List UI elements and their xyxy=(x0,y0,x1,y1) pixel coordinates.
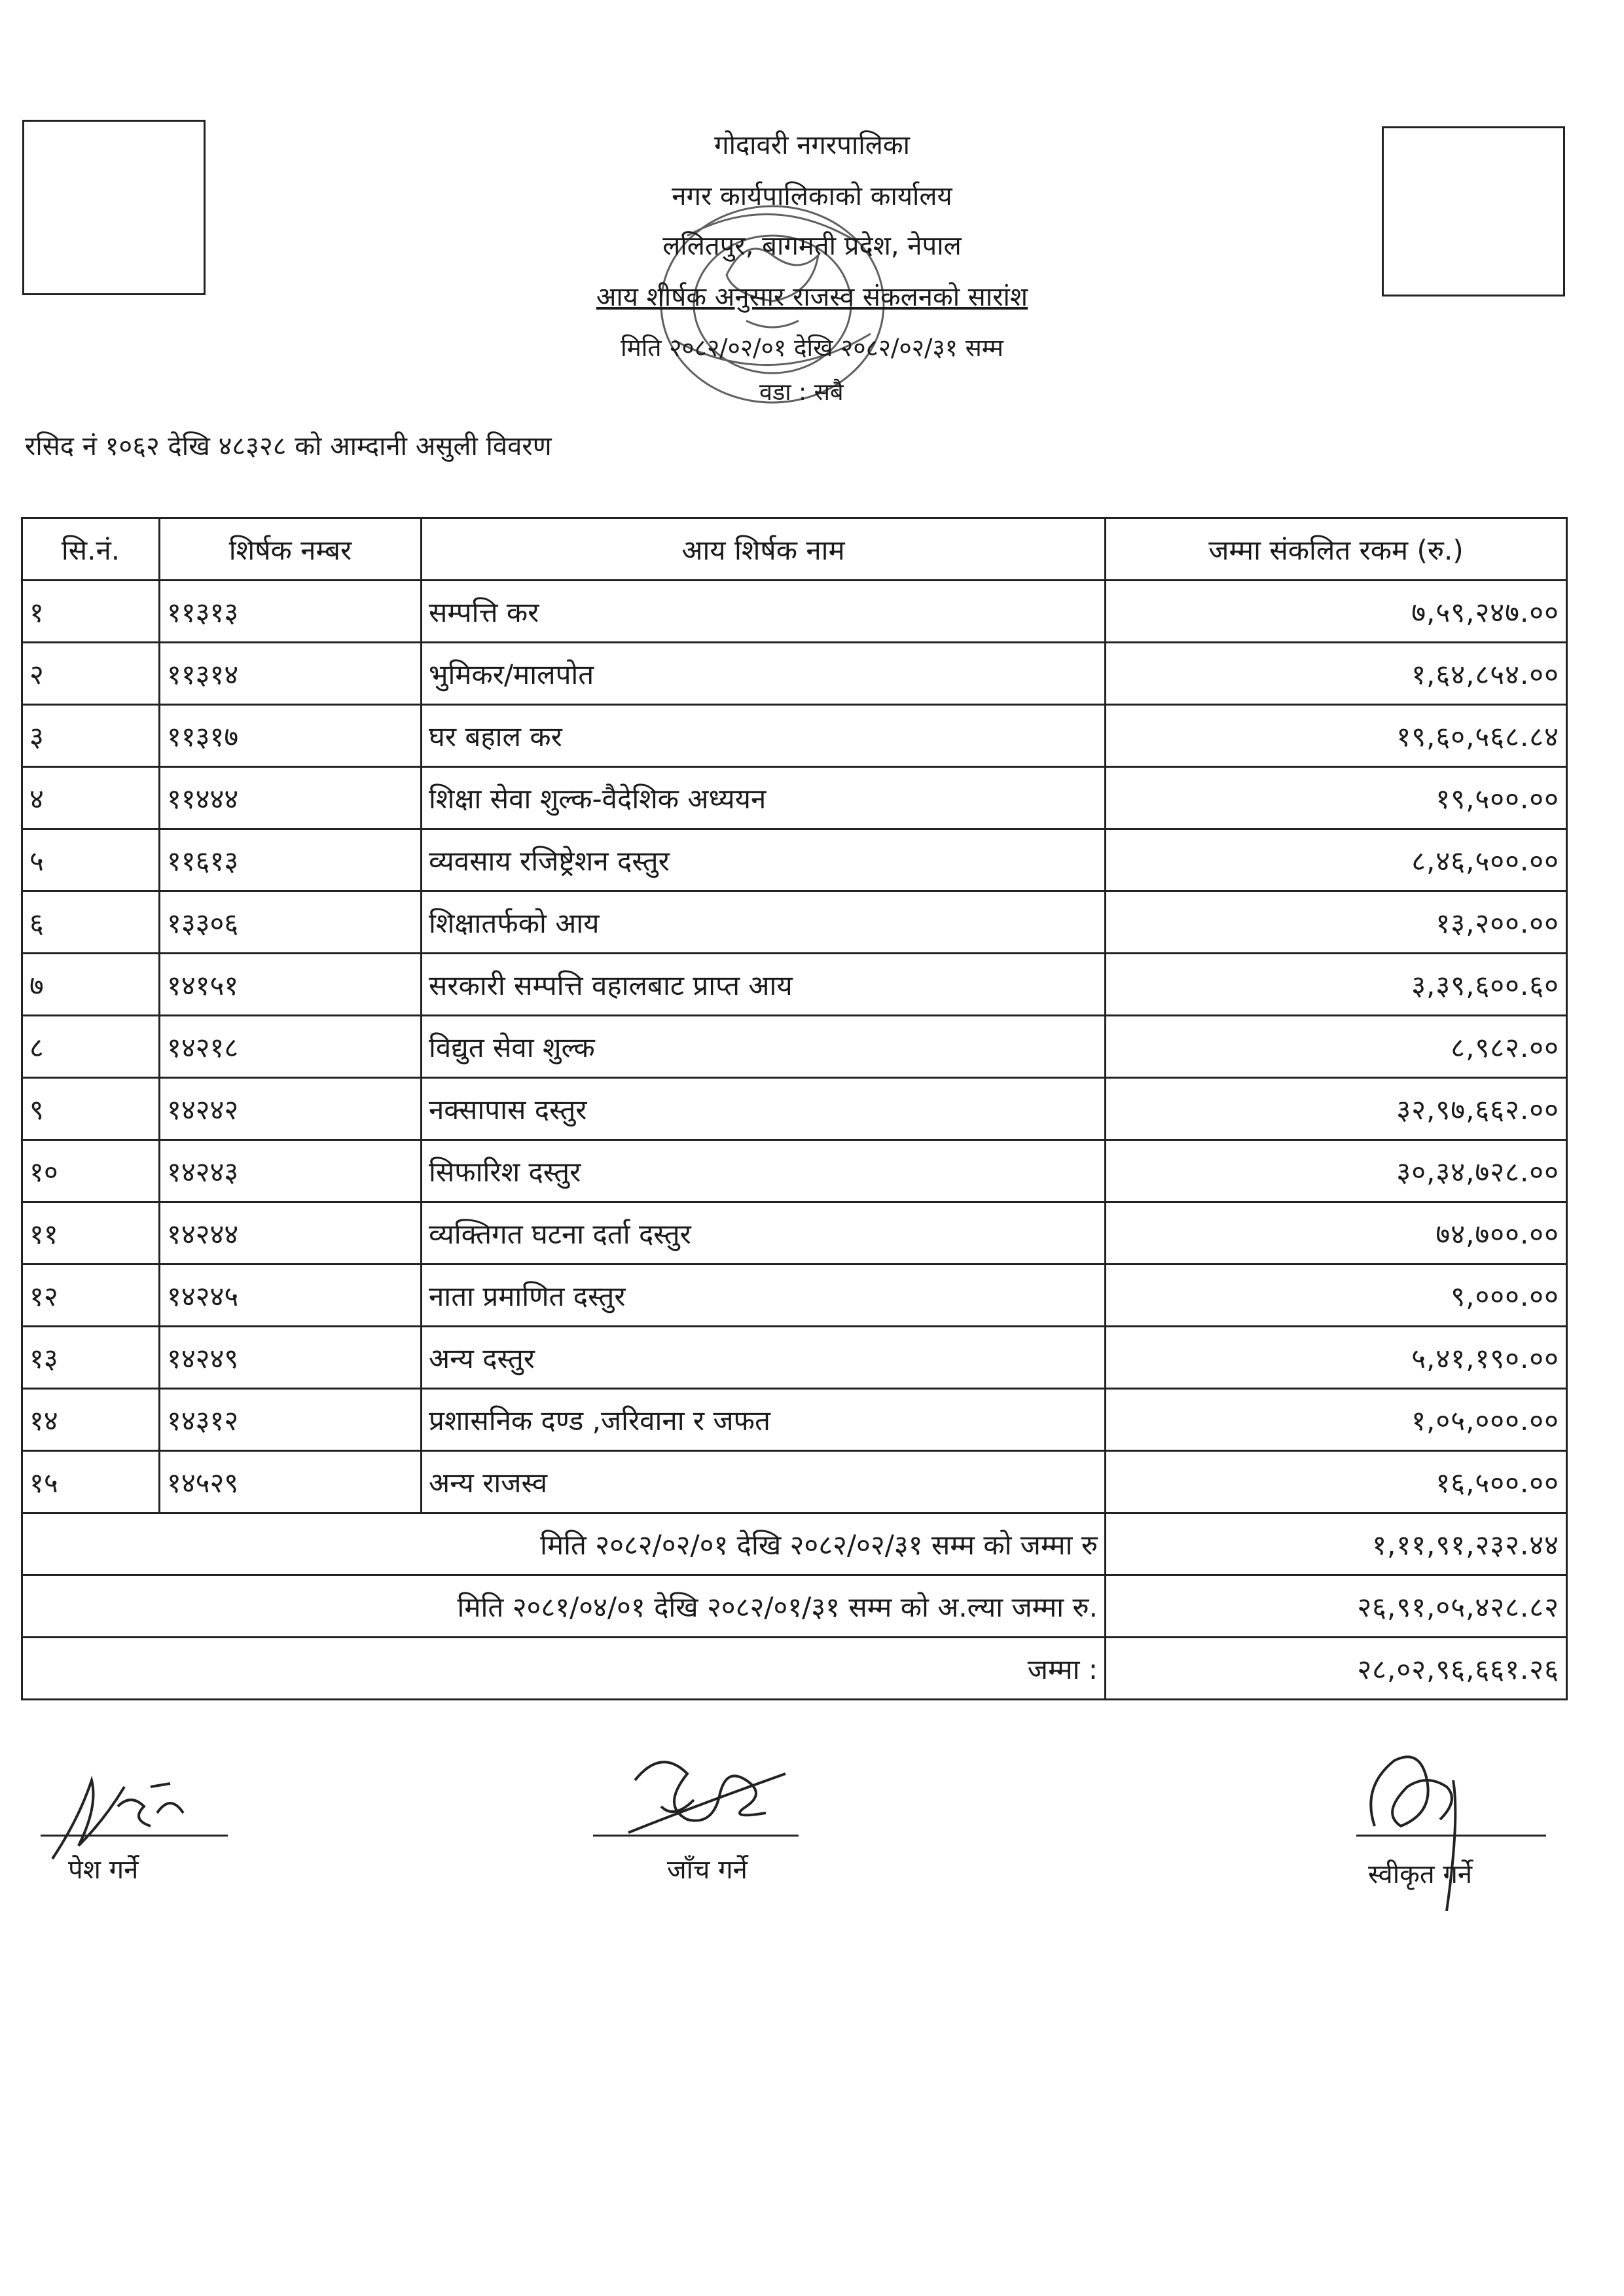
cell-name: भुमिकर/मालपोत xyxy=(422,643,1106,705)
address: ललितपुर, बागमती प्रदेश, नेपाल xyxy=(662,231,962,261)
receipt-range: रसिद नं १०६२ देखि ४८३२८ को आम्दानी असुली विवरण xyxy=(25,431,552,461)
cell-sn: २ xyxy=(22,643,160,705)
cell-amount: १३,२००.०० xyxy=(1106,891,1567,954)
cell-amount: ७४,७००.०० xyxy=(1106,1202,1567,1265)
photo-box-right xyxy=(1382,126,1565,296)
cell-code: १४५२९ xyxy=(160,1451,422,1513)
cell-sn: ११ xyxy=(22,1202,160,1265)
cell-code: ११३१७ xyxy=(160,705,422,767)
cell-sn: ८ xyxy=(22,1016,160,1078)
cell-name: प्रशासनिक दण्ड ,जरिवाना र जफत xyxy=(422,1389,1106,1451)
report-title: आय शीर्षक अनुसार राजस्व संकलनको सारांश xyxy=(596,282,1028,312)
cell-code: १४२४३ xyxy=(160,1140,422,1202)
table-row xyxy=(22,705,1567,767)
cell-name: अन्य राजस्व xyxy=(422,1451,1106,1513)
cell-name: नक्सापास दस्तुर xyxy=(422,1078,1106,1140)
checked-by-label: जाँच गर्ने xyxy=(667,1855,748,1885)
table-row xyxy=(22,643,1567,705)
table-row xyxy=(22,954,1567,1016)
table-row xyxy=(22,1140,1567,1202)
cell-amount: ८,९८२.०० xyxy=(1106,1016,1567,1078)
cell-sn: १५ xyxy=(22,1451,160,1513)
total-label: मिति २०८१/०४/०१ देखि २०८२/०१/३१ सम्म को अ.ल्या जम्मा रु. xyxy=(22,1575,1106,1638)
cell-sn: ७ xyxy=(22,954,160,1016)
signature-line-prepared xyxy=(41,1835,228,1837)
prepared-by-label: पेश गर्ने xyxy=(68,1855,139,1885)
table-header-row xyxy=(22,518,1567,581)
cell-code: ११३१४ xyxy=(160,643,422,705)
header-name: आय शिर्षक नाम xyxy=(422,518,1106,581)
cell-amount: १६,५००.०० xyxy=(1106,1451,1567,1513)
revenue-table xyxy=(21,517,1568,1700)
table-row xyxy=(22,891,1567,954)
cell-amount: ३०,३४,७२८.०० xyxy=(1106,1140,1567,1202)
table-row xyxy=(22,1078,1567,1140)
cell-code: ११३१३ xyxy=(160,581,422,643)
cell-amount: ५,४१,१९०.०० xyxy=(1106,1327,1567,1389)
cell-code: १३३०६ xyxy=(160,891,422,954)
photo-box-left xyxy=(22,120,206,295)
cell-name: सिफारिश दस्तुर xyxy=(422,1140,1106,1202)
approved-by-label: स्वीकृत गर्ने xyxy=(1368,1859,1473,1890)
total-row-previous xyxy=(22,1575,1567,1638)
date-range: मिति २०८२/०२/०१ देखि २०८२/०२/३१ सम्म xyxy=(621,334,1003,362)
cell-name: व्यक्तिगत घटना दर्ता दस्तुर xyxy=(422,1202,1106,1265)
header-code: शिर्षक नम्बर xyxy=(160,518,422,581)
total-label: मिति २०८२/०२/०१ देखि २०८२/०२/३१ सम्म को जम्मा रु xyxy=(22,1513,1106,1575)
cell-name: शिक्षातर्फको आय xyxy=(422,891,1106,954)
cell-name: नाता प्रमाणित दस्तुर xyxy=(422,1265,1106,1327)
grand-total-row xyxy=(22,1638,1567,1700)
cell-code: ११४४४ xyxy=(160,767,422,829)
grand-total-label: जम्मा : xyxy=(22,1638,1106,1700)
cell-name: सरकारी सम्पत्ति वहालबाट प्राप्त आय xyxy=(422,954,1106,1016)
cell-amount: ७,५९,२४७.०० xyxy=(1106,581,1567,643)
signature-line-approved xyxy=(1356,1835,1546,1837)
cell-code: ११६१३ xyxy=(160,829,422,891)
cell-code: १४२१८ xyxy=(160,1016,422,1078)
cell-amount: ३२,९७,६६२.०० xyxy=(1106,1078,1567,1140)
cell-amount: १,६४,८५४.०० xyxy=(1106,643,1567,705)
cell-code: १४३१२ xyxy=(160,1389,422,1451)
cell-name: व्यवसाय रजिष्ट्रेशन दस्तुर xyxy=(422,829,1106,891)
cell-sn: १३ xyxy=(22,1327,160,1389)
signature-prepared xyxy=(46,1767,203,1865)
cell-sn: ६ xyxy=(22,891,160,954)
table-row xyxy=(22,1265,1567,1327)
cell-name: सम्पत्ति कर xyxy=(422,581,1106,643)
cell-sn: १ xyxy=(22,581,160,643)
cell-amount: ९,०००.०० xyxy=(1106,1265,1567,1327)
cell-sn: ५ xyxy=(22,829,160,891)
total-row-current xyxy=(22,1513,1567,1575)
table-row xyxy=(22,767,1567,829)
total-amount: २६,९१,०५,४२८.८२ xyxy=(1106,1575,1567,1638)
table-row xyxy=(22,829,1567,891)
cell-sn: ४ xyxy=(22,767,160,829)
cell-amount: १९,५००.०० xyxy=(1106,767,1567,829)
table-row xyxy=(22,1327,1567,1389)
total-amount: १,११,९१,२३२.४४ xyxy=(1106,1513,1567,1575)
cell-code: १४२४५ xyxy=(160,1265,422,1327)
cell-sn: ९ xyxy=(22,1078,160,1140)
table-row xyxy=(22,1202,1567,1265)
signature-line-checked xyxy=(593,1835,799,1837)
grand-total-amount: २८,०२,९६,६६१.२६ xyxy=(1106,1638,1567,1700)
cell-name: घर बहाल कर xyxy=(422,705,1106,767)
cell-sn: १० xyxy=(22,1140,160,1202)
cell-code: १४२४४ xyxy=(160,1202,422,1265)
table-row xyxy=(22,581,1567,643)
header-amount: जम्मा संकलित रकम (रु.) xyxy=(1106,518,1567,581)
cell-code: १४१५१ xyxy=(160,954,422,1016)
cell-sn: १२ xyxy=(22,1265,160,1327)
table-row xyxy=(22,1451,1567,1513)
cell-name: शिक्षा सेवा शुल्क-वैदेशिक अध्ययन xyxy=(422,767,1106,829)
ward-label: वडा : सबै xyxy=(759,379,844,406)
header-sn: सि.नं. xyxy=(22,518,160,581)
municipality-name: गोदावरी नगरपालिका xyxy=(714,130,910,160)
table-row xyxy=(22,1016,1567,1078)
cell-code: १४२४२ xyxy=(160,1078,422,1140)
cell-amount: ३,३९,६००.६० xyxy=(1106,954,1567,1016)
cell-amount: ८,४६,५००.०० xyxy=(1106,829,1567,891)
table-row xyxy=(22,1389,1567,1451)
cell-amount: १९,६०,५६८.८४ xyxy=(1106,705,1567,767)
cell-name: अन्य दस्तुर xyxy=(422,1327,1106,1389)
cell-code: १४२४९ xyxy=(160,1327,422,1389)
cell-sn: १४ xyxy=(22,1389,160,1451)
cell-amount: १,०५,०००.०० xyxy=(1106,1389,1567,1451)
office-name: नगर कार्यपालिकाको कार्यालय xyxy=(672,181,952,211)
cell-sn: ३ xyxy=(22,705,160,767)
cell-name: विद्युत सेवा शुल्क xyxy=(422,1016,1106,1078)
